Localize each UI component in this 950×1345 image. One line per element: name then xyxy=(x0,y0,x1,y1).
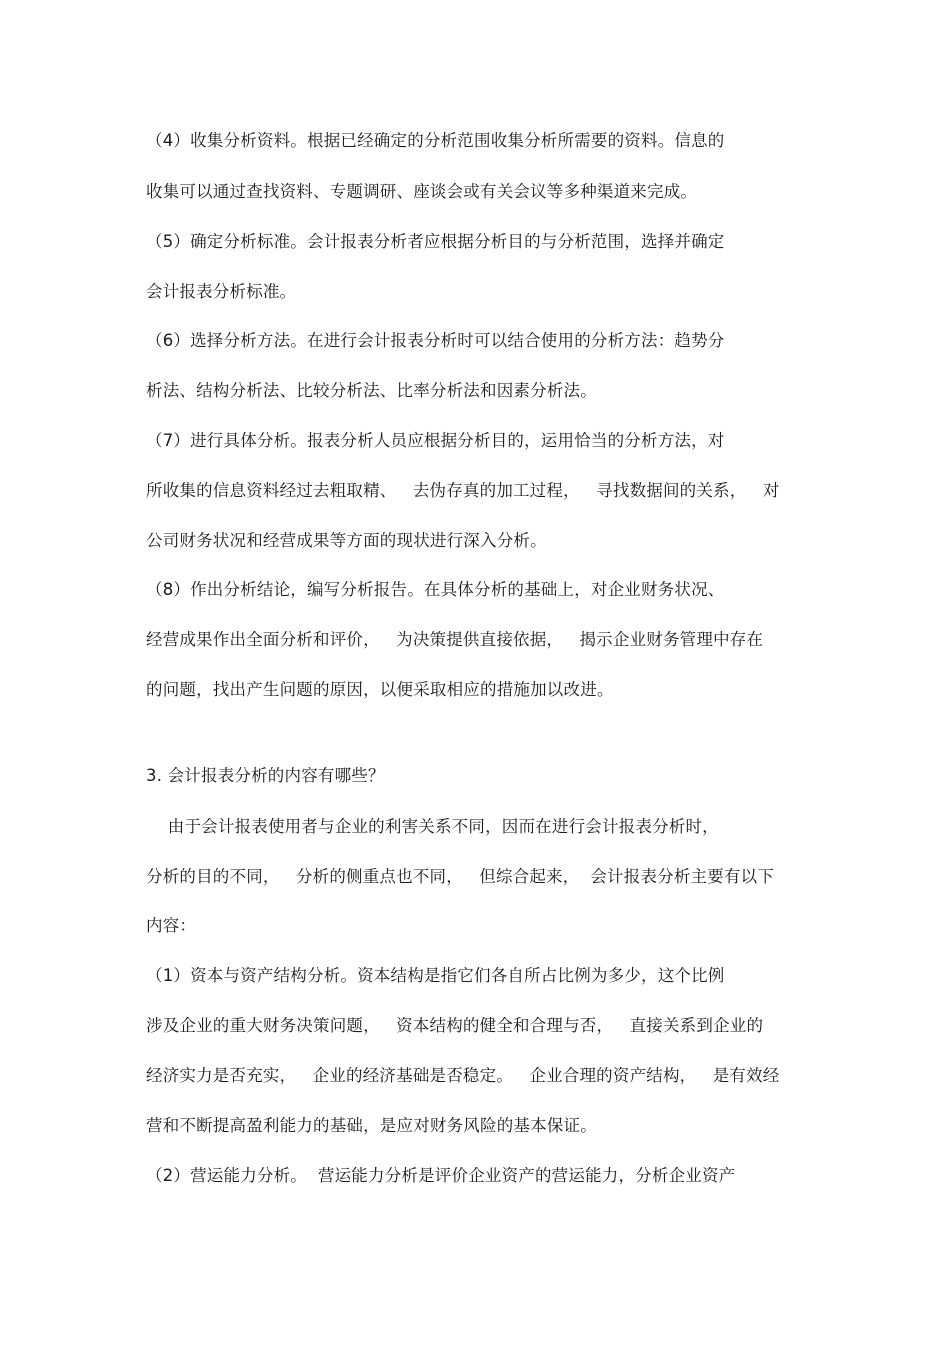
paragraph-line: 经济实力是否充实， 企业的经济基础是否稳定。 企业合理的资产结构， 是有效经 xyxy=(146,1066,780,1085)
paragraph-line: 收集可以通过查找资料、专题调研、座谈会或有关会议等多种渠道来完成。 xyxy=(146,182,698,201)
paragraph-line: （7）进行具体分析。报表分析人员应根据分析目的，运用恰当的分析方法，对 xyxy=(146,431,725,450)
paragraph-line: （8）作出分析结论，编写分析报告。在具体分析的基础上，对企业财务状况、 xyxy=(146,580,725,599)
paragraph-line: 由于会计报表使用者与企业的利害关系不同，因而在进行会计报表分析时， xyxy=(146,817,719,836)
paragraph-line: 的问题，找出产生问题的原因，以便采取相应的措施加以改进。 xyxy=(146,680,614,699)
paragraph-line: 涉及企业的重大财务决策问题， 资本结构的健全和合理与否， 直接关系到企业的 xyxy=(146,1016,764,1035)
paragraph-line: 公司财务状况和经营成果等方面的现状进行深入分析。 xyxy=(146,531,547,550)
section-heading: 3. 会计报表分析的内容有哪些？ xyxy=(146,766,385,785)
paragraph-line: （6）选择分析方法。在进行会计报表分析时可以结合使用的分析方法：趋势分 xyxy=(146,331,725,350)
paragraph-line: 分析的目的不同， 分析的侧重点也不同， 但综合起来， 会计报表分析主要有以下 xyxy=(146,867,775,886)
paragraph-line: 内容： xyxy=(146,916,197,935)
paragraph-line: 析法、结构分析法、比较分析法、比率分析法和因素分析法。 xyxy=(146,381,597,400)
paragraph-line: 会计报表分析标准。 xyxy=(146,282,297,301)
paragraph-line: 营和不断提高盈利能力的基础，是应对财务风险的基本保证。 xyxy=(146,1116,597,1135)
paragraph-line: （1）资本与资产结构分析。资本结构是指它们各自所占比例为多少，这个比例 xyxy=(146,966,725,985)
paragraph-line: （5）确定分析标准。会计报表分析者应根据分析目的与分析范围，选择并确定 xyxy=(146,232,725,251)
paragraph-line: 经营成果作出全面分析和评价， 为决策提供直接依据， 揭示企业财务管理中存在 xyxy=(146,630,764,649)
paragraph-line: （2）营运能力分析。 营运能力分析是评价企业资产的营运能力，分析企业资产 xyxy=(146,1166,736,1185)
paragraph-line: （4）收集分析资料。根据已经确定的分析范围收集分析所需要的资料。信息的 xyxy=(146,131,725,150)
paragraph-line: 所收集的信息资料经过去粗取精、 去伪存真的加工过程， 寻找数据间的关系， 对 xyxy=(146,481,780,500)
